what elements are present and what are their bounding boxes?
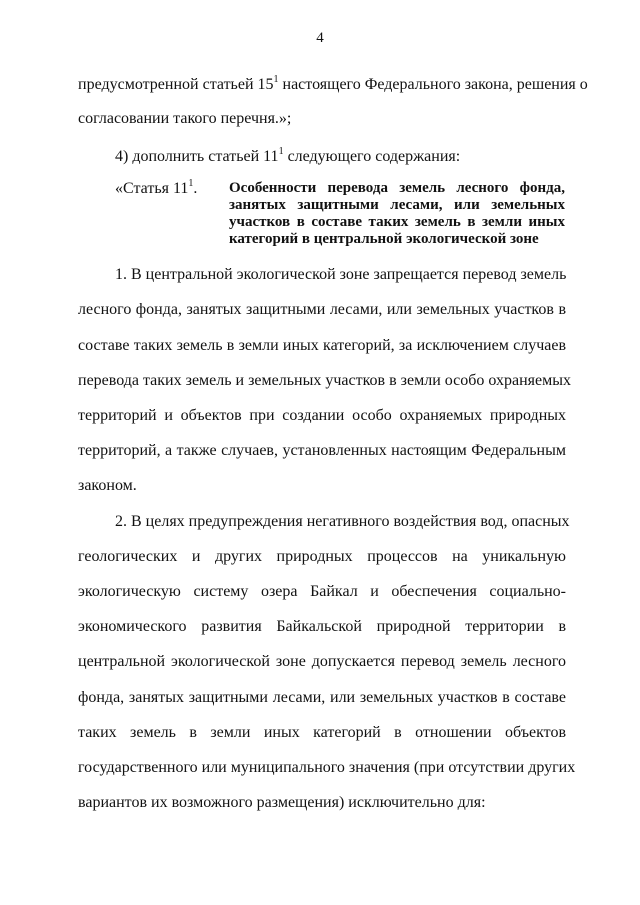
- paragraph-1-line: составе таких земель в земли иных категорий, за исключением случаев: [78, 337, 566, 354]
- paragraph-2-line: вариантов их возможного размещения) исключительно для:: [78, 794, 486, 811]
- paragraph-2-line: 2. В целях предупреждения негативного воздействия вод, опасных: [115, 513, 570, 530]
- article-label: «Статья $11^1$.: [115, 178, 198, 197]
- article-title-line: занятых защитными лесами, или земельных: [229, 197, 565, 213]
- article-title-line: участков в составе таких земель в земли иных: [229, 214, 565, 230]
- article-title: [229, 180, 565, 248]
- paragraph-2-line: геологических и других природных процессов на уникальную: [78, 548, 566, 565]
- paragraph-2-line: экологическую систему озера Байкал и обеспечения социально-: [78, 583, 566, 600]
- paragraph-1-line: территорий и объектов при создании особо охраняемых природных: [78, 407, 566, 424]
- paragraph-1-line: перевода таких земель и земельных участков в земли особо охраняемых: [78, 372, 571, 389]
- page-number: 4: [316, 30, 324, 46]
- paragraph-2-line: государственного или муниципального значения (при отсутствии других: [78, 759, 576, 776]
- paragraph-2-line: экономического развития Байкальской природной территории в: [78, 618, 566, 635]
- paragraph-1-line: лесного фонда, занятых защитными лесами, или земельных участков в: [78, 301, 566, 318]
- paragraph-1-line: законом.: [78, 477, 137, 494]
- paragraph-2-line: центральной экологической зоне допускается перевод земель лесного: [78, 653, 566, 670]
- continuation-line-2: согласовании такого перечня.»;: [78, 110, 292, 127]
- continuation-line-1: предусмотренной статьей $15^1$ настоящего Федерального закона, решения о: [78, 74, 588, 93]
- paragraph-1-line: 1. В центральной экологической зоне запрещается перевод земель: [115, 266, 567, 283]
- paragraph-1-line: территорий, а также случаев, установленных настоящим Федеральным: [78, 442, 566, 459]
- article-title-line: категорий в центральной экологической зоне: [229, 231, 539, 247]
- paragraph-2-line: таких земель в земли иных категорий в отношении объектов: [78, 724, 566, 741]
- article-title-line: Особенности перевода земель лесного фонда,: [229, 180, 565, 196]
- item-4-heading: 4) дополнить статьей $11^1$ следующего содержания:: [115, 146, 461, 165]
- paragraph-2-line: фонда, занятых защитными лесами, или земельных участков в составе: [78, 689, 566, 706]
